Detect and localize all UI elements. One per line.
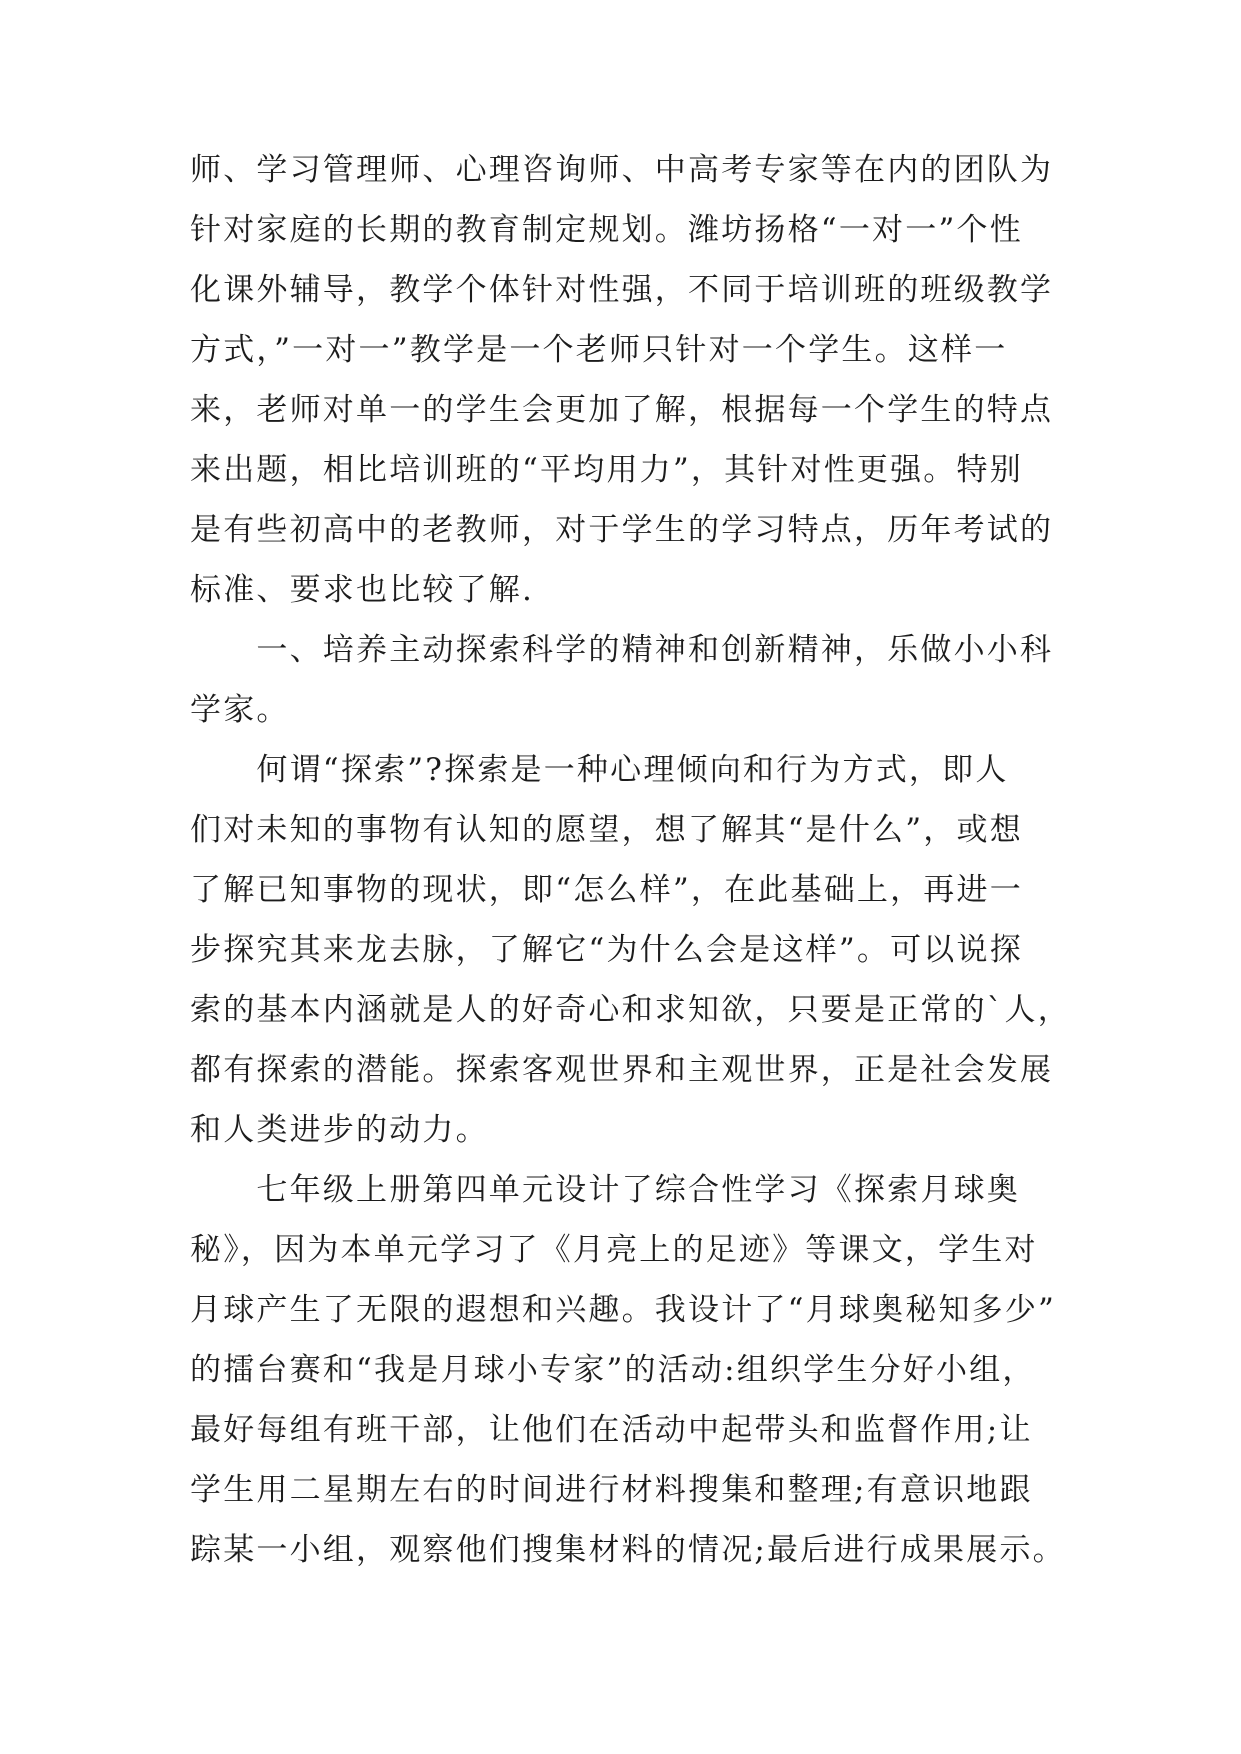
text-line: 了解已知事物的现状，即“怎么样”，在此基础上，再进一 (190, 872, 1023, 908)
text-line: 化课外辅导，教学个体针对性强，不同于培训班的班级教学 (190, 272, 1054, 308)
text-line: 秘》，因为本单元学习了《月亮上的足迹》等课文，学生对 (190, 1232, 1038, 1268)
text-line: 索的基本内涵就是人的好奇心和求知欲，只要是正常的`人， (190, 992, 1071, 1028)
text-line: 们对未知的事物有认知的愿望，想了解其“是什么”，或想 (190, 812, 1023, 848)
text-line: 方式，”一对一”教学是一个老师只针对一个学生。这样一 (190, 332, 1008, 368)
text-line: 七年级上册第四单元设计了综合性学习《探索月球奥 (190, 1172, 1020, 1208)
text-line: 月球产生了无限的遐想和兴趣。我设计了“月球奥秘知多少” (190, 1292, 1057, 1328)
text-line: 师、学习管理师、心理咨询师、中高考专家等在内的团队为 (190, 152, 1054, 188)
text-line: 踪某一小组，观察他们搜集材料的情况;最后进行成果展示。 (190, 1532, 1066, 1568)
text-line: 步探究其来龙去脉，了解它“为什么会是这样”。可以说探 (190, 932, 1023, 968)
text-line: 的擂台赛和“我是月球小专家”的活动:组织学生分好小组， (190, 1352, 1036, 1388)
text-line: 都有探索的潜能。探索客观世界和主观世界，正是社会发展 (190, 1052, 1054, 1088)
text-line: 标准、要求也比较了解. (190, 572, 535, 608)
text-line: 是有些初高中的老教师，对于学生的学习特点，历年考试的 (190, 512, 1054, 548)
text-line: 何谓“探索”?探索是一种心理倾向和行为方式，即人 (190, 752, 1009, 788)
section-heading-line: 一、培养主动探索科学的精神和创新精神，乐做小小科 (190, 632, 1054, 668)
text-line: 针对家庭的长期的教育制定规划。潍坊扬格“一对一”个性 (190, 212, 1023, 248)
text-line: 最好每组有班干部，让他们在活动中起带头和监督作用;让 (190, 1412, 1033, 1448)
text-line: 学生用二星期左右的时间进行材料搜集和整理;有意识地跟 (190, 1472, 1033, 1508)
text-line: 来出题，相比培训班的“平均用力”，其针对性更强。特别 (190, 452, 1023, 488)
text-line: 来，老师对单一的学生会更加了解，根据每一个学生的特点 (190, 392, 1054, 428)
text-line: 和人类进步的动力。 (190, 1112, 489, 1148)
section-heading-line: 学家。 (190, 692, 290, 728)
